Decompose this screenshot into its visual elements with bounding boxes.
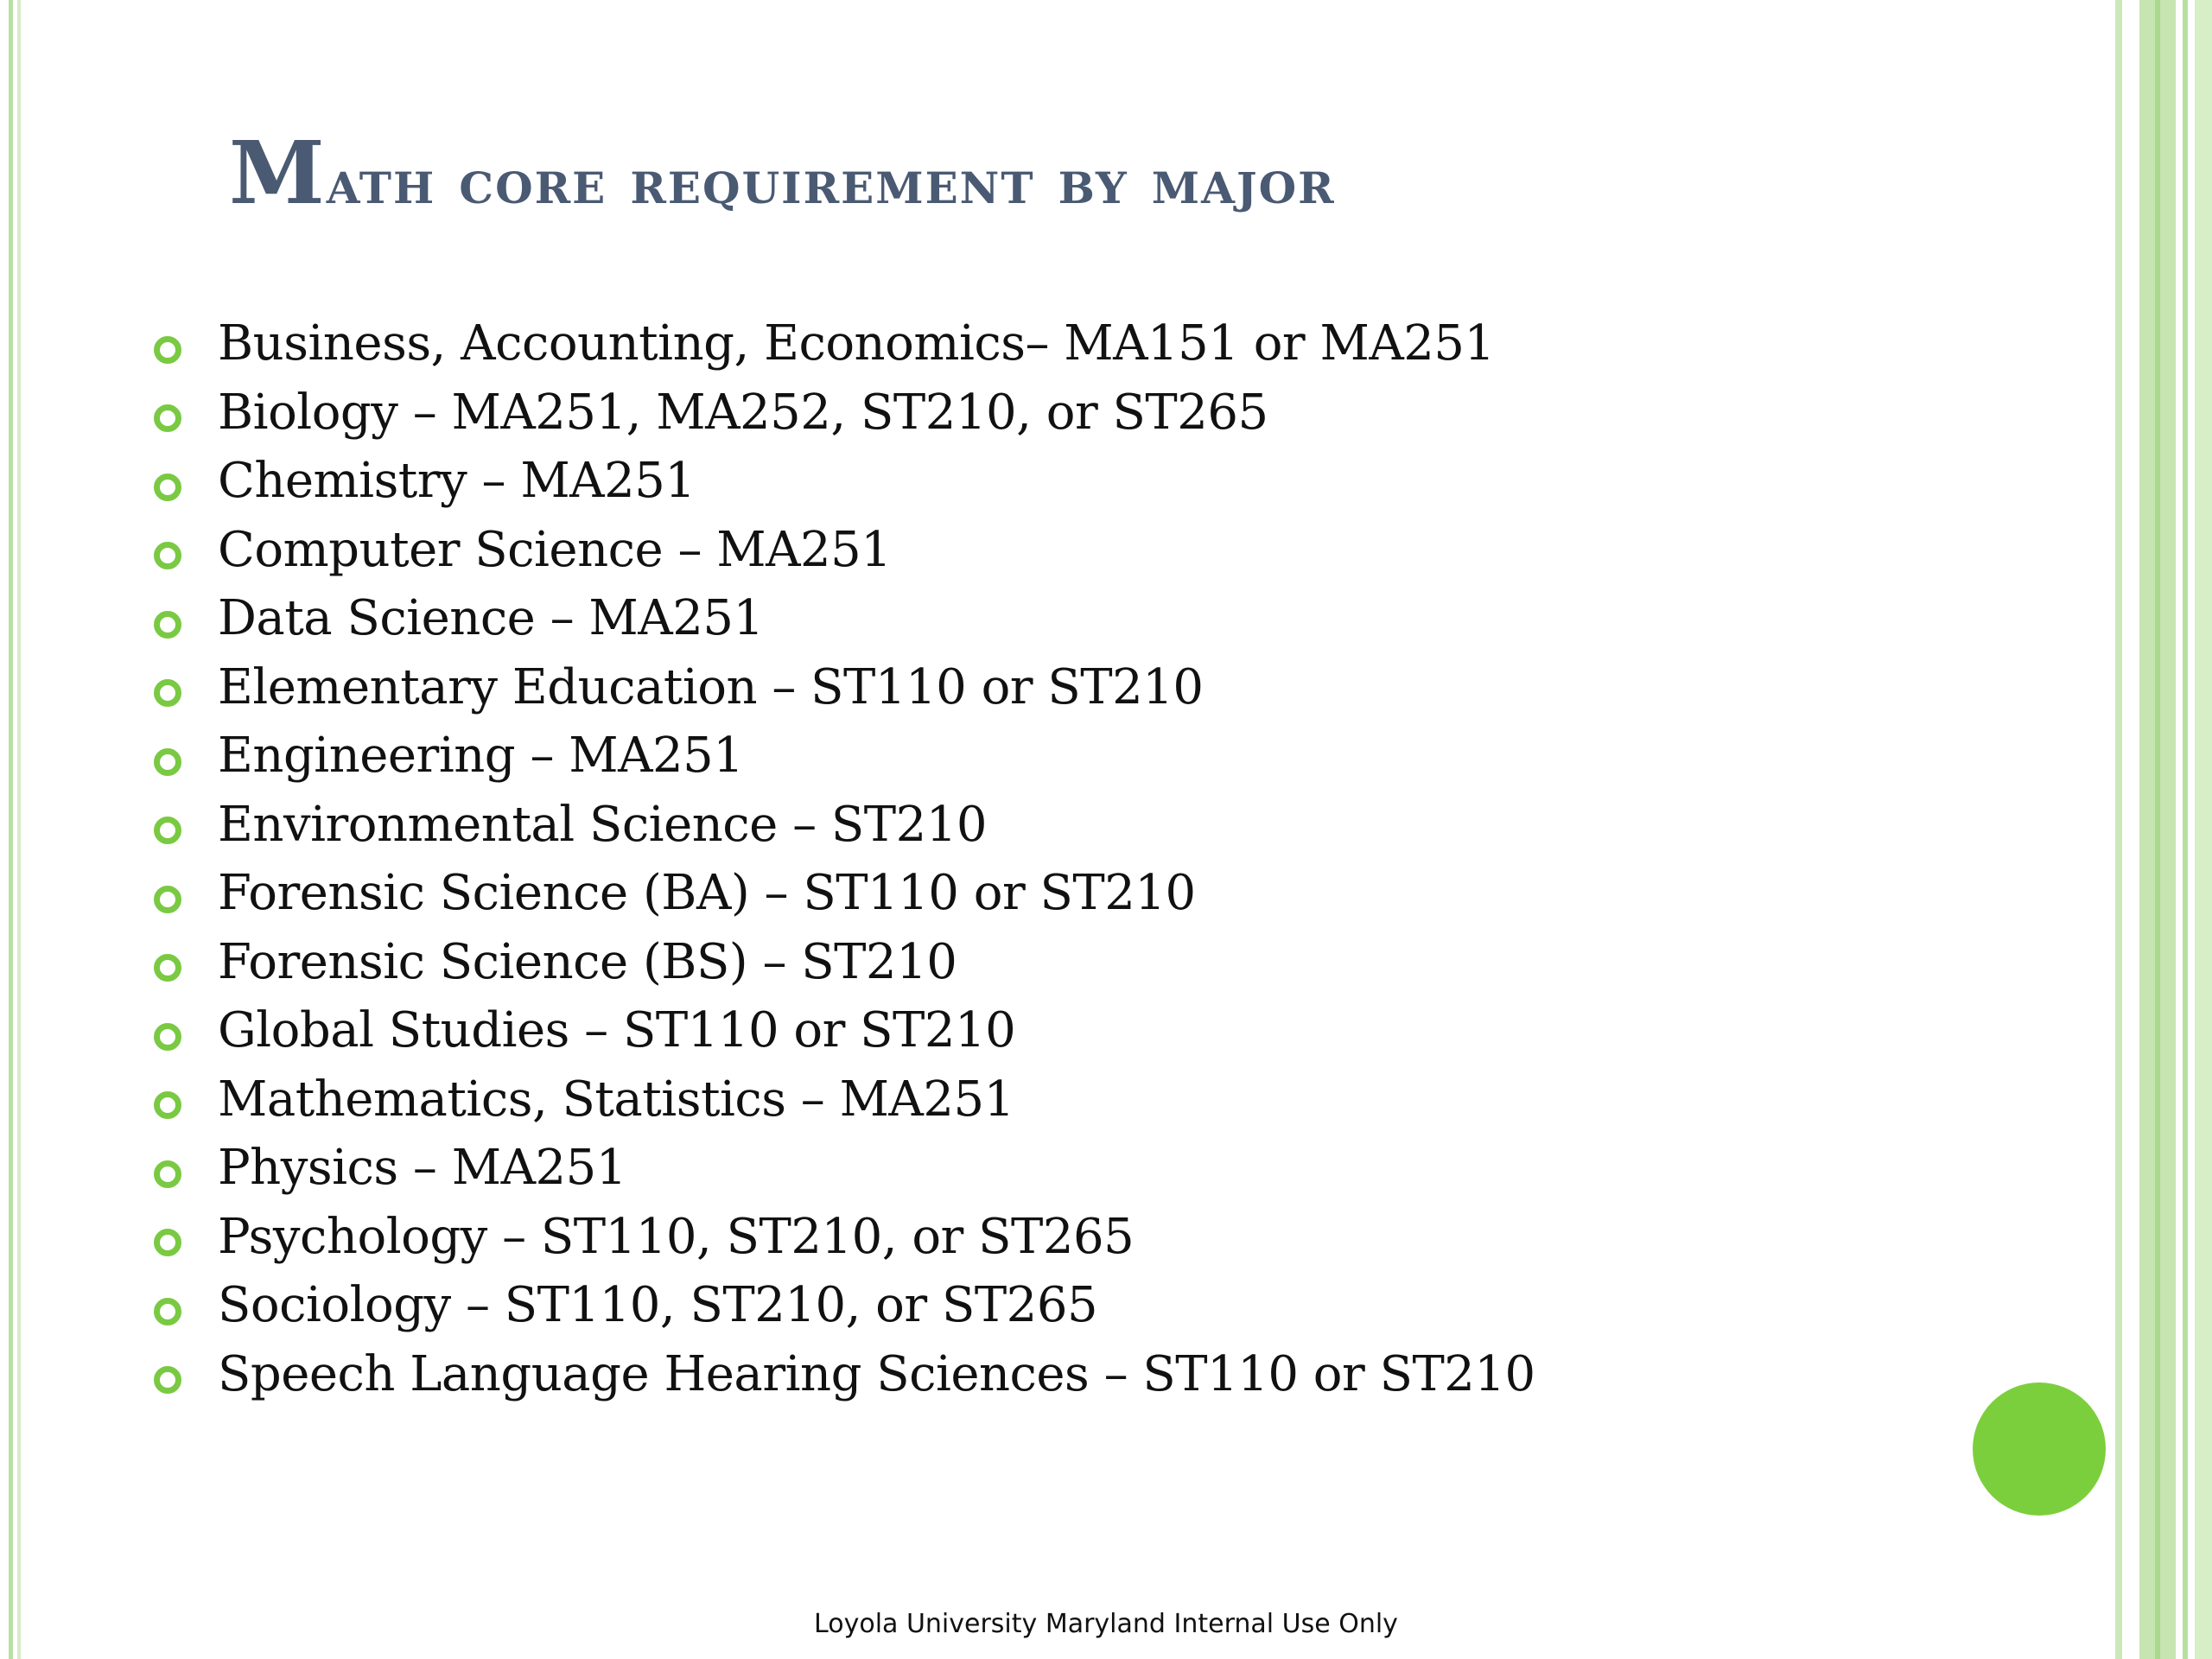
hollow-circle-bullet-icon xyxy=(154,336,181,364)
list-item xyxy=(147,447,2048,516)
left-border-decoration-inner xyxy=(17,0,21,1659)
list-item xyxy=(147,928,2048,997)
hollow-circle-bullet-icon xyxy=(154,954,181,982)
list-item xyxy=(147,1271,2048,1340)
hollow-circle-bullet-icon xyxy=(154,817,181,844)
list-item-text: Environmental Science – ST210 xyxy=(218,796,988,853)
hollow-circle-bullet-icon xyxy=(154,1229,181,1256)
list-item-text: Data Science – MA251 xyxy=(218,590,764,647)
list-item xyxy=(147,996,2048,1065)
hollow-circle-bullet-icon xyxy=(154,1366,181,1394)
list-item xyxy=(147,378,2048,448)
list-item-text: Psychology – ST110, ST210, or ST265 xyxy=(218,1208,1135,1265)
list-item-text: Business, Accounting, Economics– MA151 or MA251 xyxy=(218,315,1495,372)
hollow-circle-bullet-icon xyxy=(154,474,181,501)
list-item-text: Physics – MA251 xyxy=(218,1140,626,1197)
list-item xyxy=(147,516,2048,585)
hollow-circle-bullet-icon xyxy=(154,1091,181,1119)
hollow-circle-bullet-icon xyxy=(154,1298,181,1325)
list-item-text: Biology – MA251, MA252, ST210, or ST265 xyxy=(218,384,1268,441)
hollow-circle-bullet-icon xyxy=(154,404,181,432)
list-item xyxy=(147,721,2048,791)
hollow-circle-bullet-icon xyxy=(154,542,181,569)
list-item xyxy=(147,584,2048,653)
footer-text: Loyola University Maryland Internal Use Only xyxy=(814,1609,1398,1639)
slide-title xyxy=(229,122,2044,225)
hollow-circle-bullet-icon xyxy=(154,886,181,913)
list-item-text: Engineering – MA251 xyxy=(218,728,744,785)
hollow-circle-bullet-icon xyxy=(154,679,181,707)
hollow-circle-bullet-icon xyxy=(154,611,181,639)
right-stripe xyxy=(2155,0,2160,1659)
list-item-text: Chemistry – MA251 xyxy=(218,453,696,510)
list-item xyxy=(147,309,2048,378)
list-item xyxy=(147,1134,2048,1203)
green-circle-decoration xyxy=(1973,1382,2106,1516)
hollow-circle-bullet-icon xyxy=(154,1160,181,1188)
major-requirement-list xyxy=(147,309,2048,1408)
right-stripe xyxy=(2183,0,2188,1659)
hollow-circle-bullet-icon xyxy=(154,748,181,776)
list-item xyxy=(147,1065,2048,1135)
right-stripe xyxy=(2115,0,2122,1659)
list-item-text: Sociology – ST110, ST210, or ST265 xyxy=(218,1277,1098,1334)
list-item-text: Speech Language Hearing Sciences – ST110 or ST210 xyxy=(218,1345,1535,1402)
list-item-text: Forensic Science (BS) – ST210 xyxy=(218,933,957,990)
left-border-decoration xyxy=(9,0,13,1659)
hollow-circle-bullet-icon xyxy=(154,1023,181,1051)
slide-title-rest: ath core requirement by major xyxy=(326,144,1336,218)
list-item xyxy=(147,1340,2048,1409)
list-item xyxy=(147,859,2048,928)
list-item-text: Forensic Science (BA) – ST110 or ST210 xyxy=(218,865,1196,922)
right-stripe xyxy=(2195,0,2212,1659)
list-item xyxy=(147,653,2048,722)
slide-title-initial: M xyxy=(229,122,327,224)
list-item xyxy=(147,1203,2048,1272)
list-item-text: Elementary Education – ST110 or ST210 xyxy=(218,658,1204,715)
list-item-text: Global Studies – ST110 or ST210 xyxy=(218,1002,1016,1059)
list-item-text: Mathematics, Statistics – MA251 xyxy=(218,1071,1014,1128)
list-item-text: Computer Science – MA251 xyxy=(218,521,892,578)
list-item xyxy=(147,791,2048,860)
